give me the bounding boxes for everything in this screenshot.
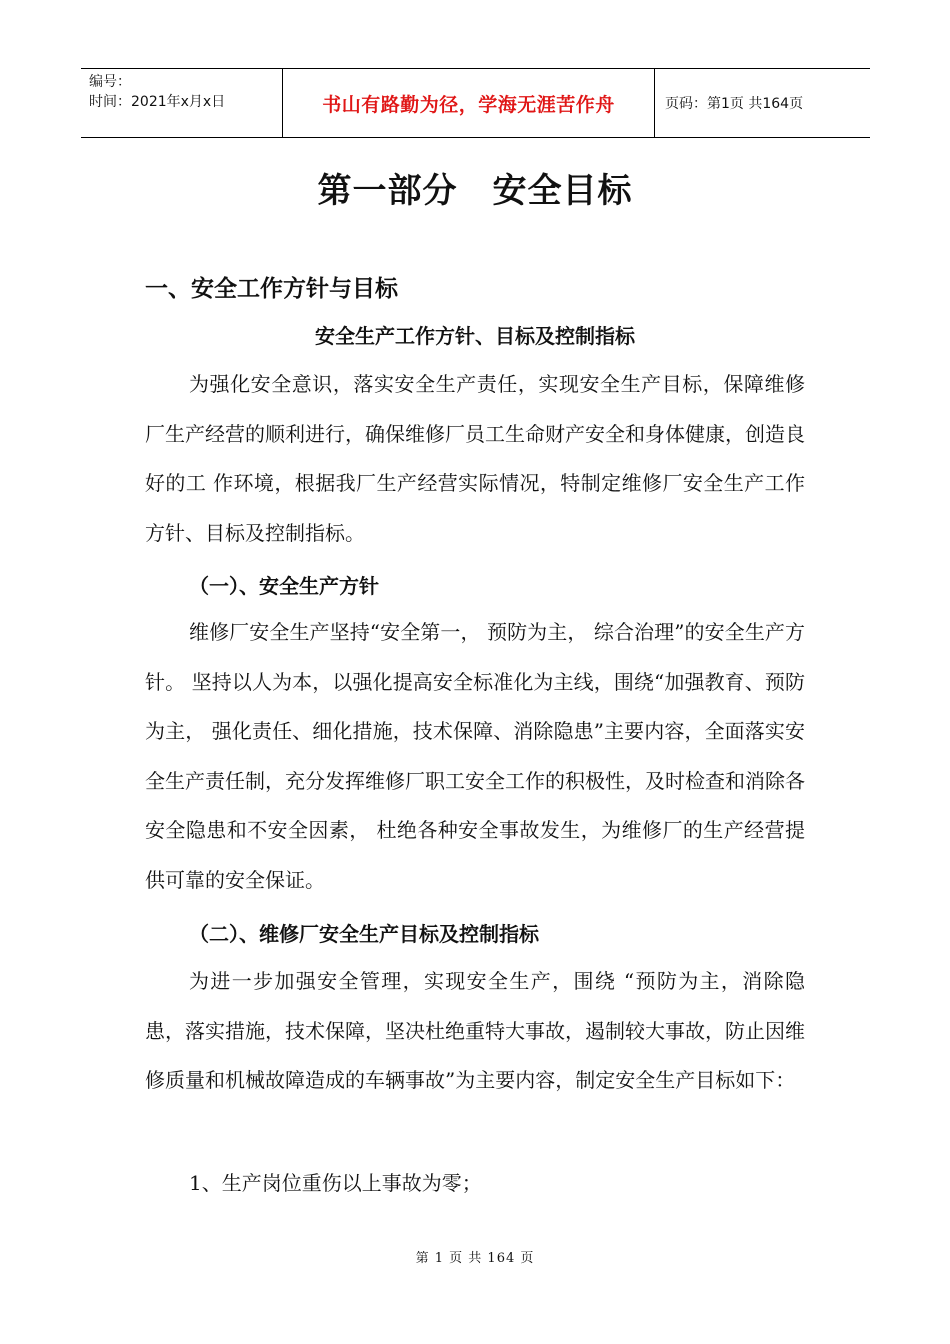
header-meta-cell [81, 69, 282, 137]
document-number-label: 编号： [89, 74, 131, 90]
header-page-info: 页码：第1页 共164页 [665, 96, 804, 112]
section-heading: 一、安全工作方针与目标 [145, 276, 398, 302]
section-subtitle: 安全生产工作方针、目标及控制指标 [315, 324, 635, 348]
goal-item-1: 1、生产岗位重伤以上事故为零； [189, 1171, 482, 1195]
intro-paragraph: 为强化安全意识，落实安全生产责任，实现安全生产目标，保障维修厂生产经营的顺利进行，确保维修厂员工生命财产安全和身体健康，创造良好的工 作环境，根据我厂生产经营实际情况，特制定维修厂安全生产工作方针、目标及控制指标。 [145, 372, 805, 545]
header-table [81, 68, 870, 138]
header-page-cell [655, 69, 870, 137]
header-motto: 书山有路勤为径，学海无涯苦作舟 [322, 93, 615, 116]
header-motto-cell [282, 69, 655, 137]
policy-paragraph: 维修厂安全生产坚持“安全第一， 预防为主， 综合治理”的安全生产方针。 坚持以人为本，以强化提高安全标准化为主线，围绕“加强教育、预防为主， 强化责任、细化措施，技术保障、消除隐患”主要内容，全面落实安全生产责任制，充分发挥维修厂职工安全工作的积极性，及时检查和消除各安全隐患和不安全因素， 杜绝各种安全事故发生，为维修厂的生产经营提供可靠的安全保证。 [145, 620, 805, 892]
page-footer: 第 1 页 共 164 页 [415, 1251, 535, 1266]
goals-paragraph: 为进一步加强安全管理，实现安全生产，围绕 “预防为主，消除隐患，落实措施，技术保障，坚决杜绝重特大事故，遏制较大事故，防止因维修质量和机械故障造成的车辆事故”为主要内容，制定安全生产目标如下： [145, 969, 805, 1092]
subsection-heading-1: （一）、安全生产方针 [189, 574, 379, 598]
subsection-heading-2: （二）、维修厂安全生产目标及控制指标 [189, 922, 539, 946]
part-title: 第一部分 安全目标 [317, 171, 633, 211]
document-time-label: 时间：2021年x月x日 [89, 94, 226, 110]
